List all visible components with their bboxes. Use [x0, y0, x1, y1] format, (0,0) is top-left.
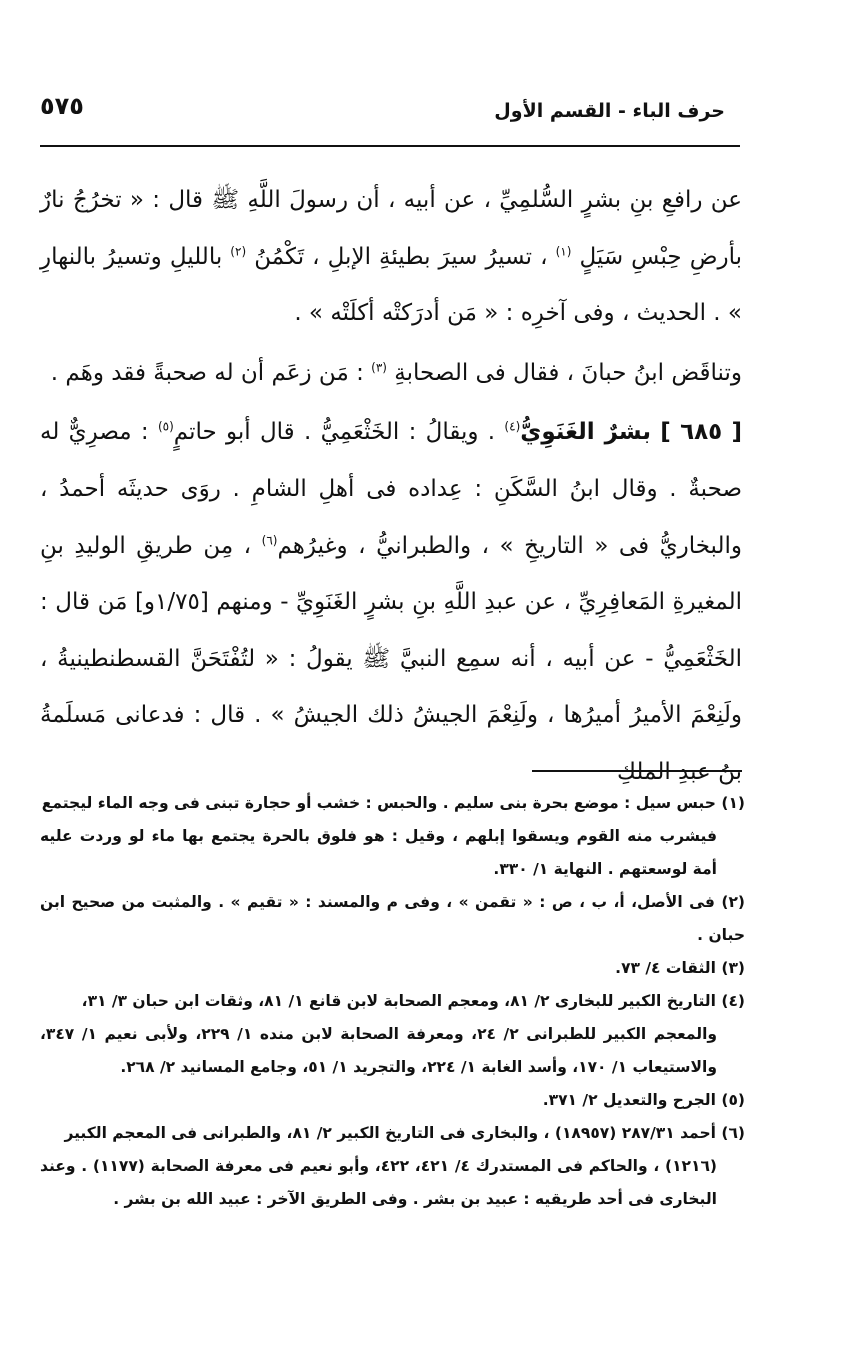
footnote-ref-5[interactable]: (٥) — [157, 419, 174, 434]
entry-name: بشرٌ الغَنَوِيُّ — [520, 419, 651, 446]
entry-number: ٦٨٥ — [680, 419, 723, 446]
footnote-ref-6[interactable]: (٦) — [261, 532, 278, 547]
footnote-2 — [40, 886, 745, 952]
paragraph-text: عن رافعِ بنِ بشرٍ السُّلمِيِّ ، عن أبيه ، أن رسولَ اللَّهِ ﷺ قال : « تخرُجُ نارٌ بأرضِ حِبْسِ سَيَلٍ — [40, 187, 743, 270]
paragraph-text: : مَن زعَم أن له صحبةً فقد وهَم . — [50, 359, 364, 386]
footnote-text-continued: فيشرب منه القوم ويسقوا إبلهم ، وقيل : هو فلوق بالحرة يجتمع بها ماء لو وردت عليه أمة لوسعتهم . النهاية ١/ ٣٣٠. — [40, 827, 717, 878]
paragraph-ibn-hibban — [40, 345, 742, 402]
footnote-marker: (٢) — [721, 893, 745, 911]
footnote-text: الجرح والتعديل ٢/ ٣٧١. — [542, 1091, 716, 1109]
paragraph-entry-685 — [40, 404, 742, 800]
footnote-text: حبس سيل : موضع بحرة بنى سليم . والحبس : خشب أو حجارة تبنى فى وجه الماء ليجتمع — [41, 794, 716, 812]
footnote-marker: (٣) — [721, 959, 745, 977]
footnote-text-continued: والمعجم الكبير للطبرانى ٢/ ٢٤، ومعرفة الصحابة لابن منده ١/ ٢٢٩، ولأبى نعيم ١/ ٣٤٧، والاستيعاب ١/ ١٧٠، وأسد الغابة ١/ ٢٢٤، والتجريد ١/ ٥١، وجامع المسانيد ٢/ ٢٦٨. — [40, 1025, 718, 1076]
paragraph-text: بالليلِ وتسيرُ بالنهارِ » . الحديث ، وفى آخرِه : « مَن أدرَكتْه أكلَتْه » . — [40, 243, 742, 327]
footnote-text: التاريخ الكبير للبخارى ٢/ ٨١، ومعجم الصحابة لابن قانع ١/ ٨١، وثقات ابن حبان ٣/ ٣١، — [81, 992, 716, 1010]
footnote-ref-3[interactable]: (٣) — [371, 360, 387, 375]
footnote-4 — [40, 985, 745, 1084]
footnote-text: الثقات ٤/ ٧٣. — [615, 959, 716, 977]
footnote-marker: (٥) — [721, 1091, 745, 1109]
paragraph-text: : مصرِيٌّ له صحبةٌ . وقال ابنُ السَّكَنِ : عِداده فى أهلِ الشامِ . روَى حديثَه أحمدُ ، والبخاريُّ فى « التاريخِ » ، والطبرانيُّ ، وغيرُهم — [40, 419, 742, 559]
page-number: ٥٧٥ — [40, 92, 84, 120]
footnote-text: فى الأصل، أ، ب ، ص : « تقمن » ، وفى م والمسند : « تقيم » . والمثبت من صحيح ابن حبان . — [40, 893, 745, 944]
footnote-ref-2[interactable]: (٢) — [230, 243, 247, 258]
footnotes — [40, 787, 745, 1216]
footnote-divider — [532, 770, 742, 772]
footnote-ref-4[interactable]: (٤) — [504, 419, 521, 434]
footnote-6 — [40, 1117, 745, 1216]
footnote-5 — [40, 1084, 745, 1117]
footnote-marker: (٦) — [721, 1124, 745, 1142]
footnote-3 — [40, 952, 745, 985]
footnote-marker: (٤) — [721, 992, 745, 1010]
footnote-1 — [40, 787, 745, 886]
paragraph-text: . ويقالُ : الخَثْعَمِيُّ . قال أبو حاتمٍ — [173, 419, 496, 446]
footnote-text-continued: (١٢١٦) ، والحاكم فى المستدرك ٤/ ٤٢١، ٤٢٢، وأبو نعيم فى معرفة الصحابة (١١٧٧) . وعند البخارى فى أحد طريقيه : عبيد بن بشر . وفى الطريق الآخر : عبيد الله بن بشر . — [40, 1157, 718, 1208]
paragraph-text: ، تسيرُ سيرَ بطيئةِ الإبلِ ، تَكْمُنُ — [254, 243, 548, 270]
paragraph-text: ، مِن طريقِ الوليدِ بنِ المغيرةِ المَعافِرِيِّ ، عن عبدِ اللَّهِ بنِ بشرٍ الغَنَوِيِّ - ومنهم [١/٧٥و] مَن قال : الخَثْعَمِيُّ - عن أبيه ، أنه سمِع النبيَّ ﷺ يقولُ : « لتُفْتَحَنَّ القسطنطينيةُ ، ولَنِعْمَ الأميرُ أميرُها ، ولَنِعْمَ الجيشُ ذلك الجيشُ » . قال : فدعانى مَسلَمةُ بنُ عبدِ الملكِ — [40, 532, 742, 785]
footnote-ref-1[interactable]: (١) — [555, 243, 572, 258]
header-divider — [40, 145, 740, 147]
footnote-text: أحمد ٢٨٧/٣١ (١٨٩٥٧) ، والبخارى فى التاريخ الكبير ٢/ ٨١، والطبرانى فى المعجم الكبير — [64, 1124, 716, 1142]
running-head: حرف الباء - القسم الأول — [494, 100, 725, 122]
page-header — [40, 92, 740, 132]
entry-bracket-close: ] — [660, 419, 671, 446]
entry-bracket-open: [ — [731, 419, 743, 446]
paragraph-hadith — [40, 172, 742, 342]
paragraph-text: وتناقَض ابنُ حبانَ ، فقال فى الصحابةِ — [394, 359, 742, 386]
footnote-marker: (١) — [721, 794, 745, 812]
main-text — [40, 172, 742, 801]
